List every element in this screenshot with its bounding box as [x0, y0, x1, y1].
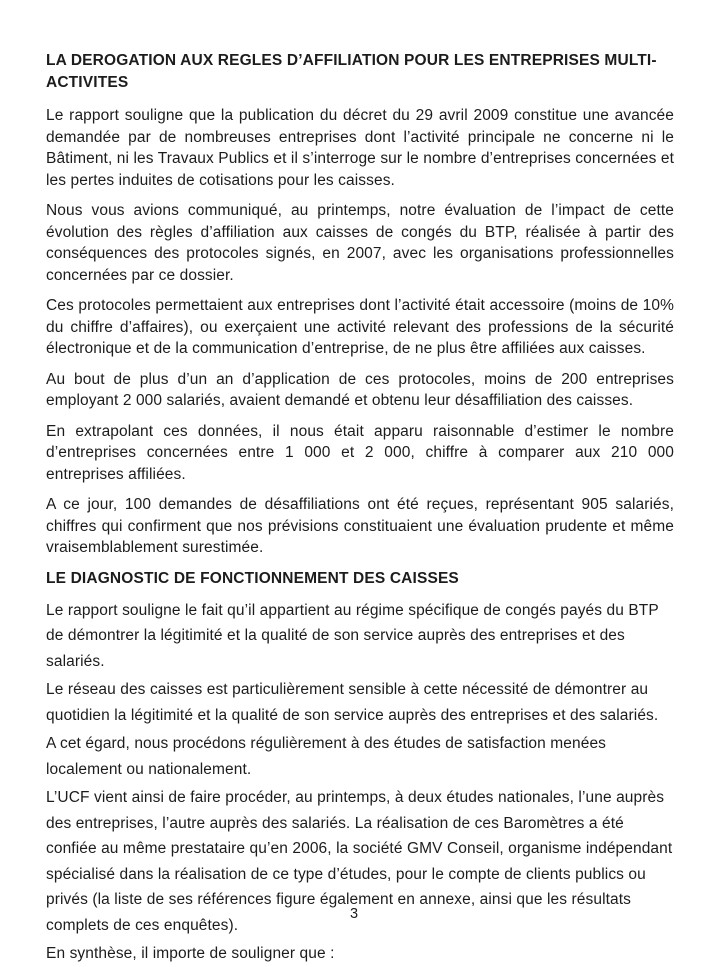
paragraph: Nous vous avions communiqué, au printemps, notre évaluation de l’impact de cette évolution des règles d’affiliation aux caisses de congés du BTP, réalisée à partir des conséquences des protocoles signés, en 2007, avec les organisations professionnelles concernées par ce dossier. — [46, 202, 674, 284]
paragraph: Au bout de plus d’un an d’application de ces protocoles, moins de 200 entreprises employant 2 000 salariés, avaient demandé et obtenu leur désaffiliation des caisses. — [46, 370, 674, 409]
paragraph: Le rapport souligne le fait qu’il appartient au régime spécifique de congés payés du BTP de démontrer la légitimité et la qualité de son service auprès des entreprises et des salariés. — [46, 601, 659, 670]
paragraph: En synthèse, il importe de souligner que : — [46, 945, 335, 962]
paragraph: Le rapport souligne que la publication du décret du 29 avril 2009 constitue une avancée demandée par de nombreuses entreprises dont l’activité principale ne concerne ni le Bâtiment, ni les Travaux Publics et il s’interroge sur le nombre d’entreprises concernées et les pertes induites de cotisations pour les caisses. — [46, 107, 674, 189]
paragraph: Le réseau des caisses est particulièrement sensible à cette nécessité de démontrer au quotidien la légitimité et la qualité de son service auprès des entreprises et des salariés. — [46, 681, 659, 724]
paragraph: A cet égard, nous procédons régulièrement à des études de satisfaction menées localement ou nationalement. — [46, 735, 607, 778]
section-derogation — [46, 50, 674, 559]
section-heading-diagnostic: LE DIAGNOSTIC DE FONCTIONNEMENT DES CAISSES — [46, 569, 459, 587]
paragraph: Ces protocoles permettaient aux entreprises dont l’activité était accessoire (moins de 10% du chiffre d’affaires), ou exerçaient une activité relevant des professions de la sécurité électronique et de la communication d’entreprise, de ne plus être affiliées aux caisses. — [46, 297, 674, 357]
paragraph: En extrapolant ces données, il nous était apparu raisonnable d’estimer le nombre d’entreprises concernées entre 1 000 et 2 000, chiffre à comparer aux 210 000 entreprises affiliées. — [46, 422, 674, 483]
paragraph: A ce jour, 100 demandes de désaffiliations ont été reçues, représentant 905 salariés, chiffres qui confirment que nos prévisions constituaient une évaluation prudente et même vraisemblablement surestimée. — [46, 496, 674, 556]
page-number: 3 — [349, 906, 359, 922]
paragraph: L’UCF vient ainsi de faire procéder, au printemps, à deux études nationales, l’une auprès des entreprises, l’autre auprès des salariés. La réalisation de ces Baromètres a été confiée au même prestataire qu’en 2006, la société GMV Conseil, organisme indépendant spécialisé dans la réalisation de ce type d’études, pour le compte de clients publics ou privés (la liste de ses références figure également en annexe, ainsi que les résultats complets de ces enquêtes). — [46, 789, 673, 934]
section-heading-derogation: LA DEROGATION AUX REGLES D’AFFILIATION POUR LES ENTREPRISES MULTI-ACTIVITES — [46, 52, 657, 91]
